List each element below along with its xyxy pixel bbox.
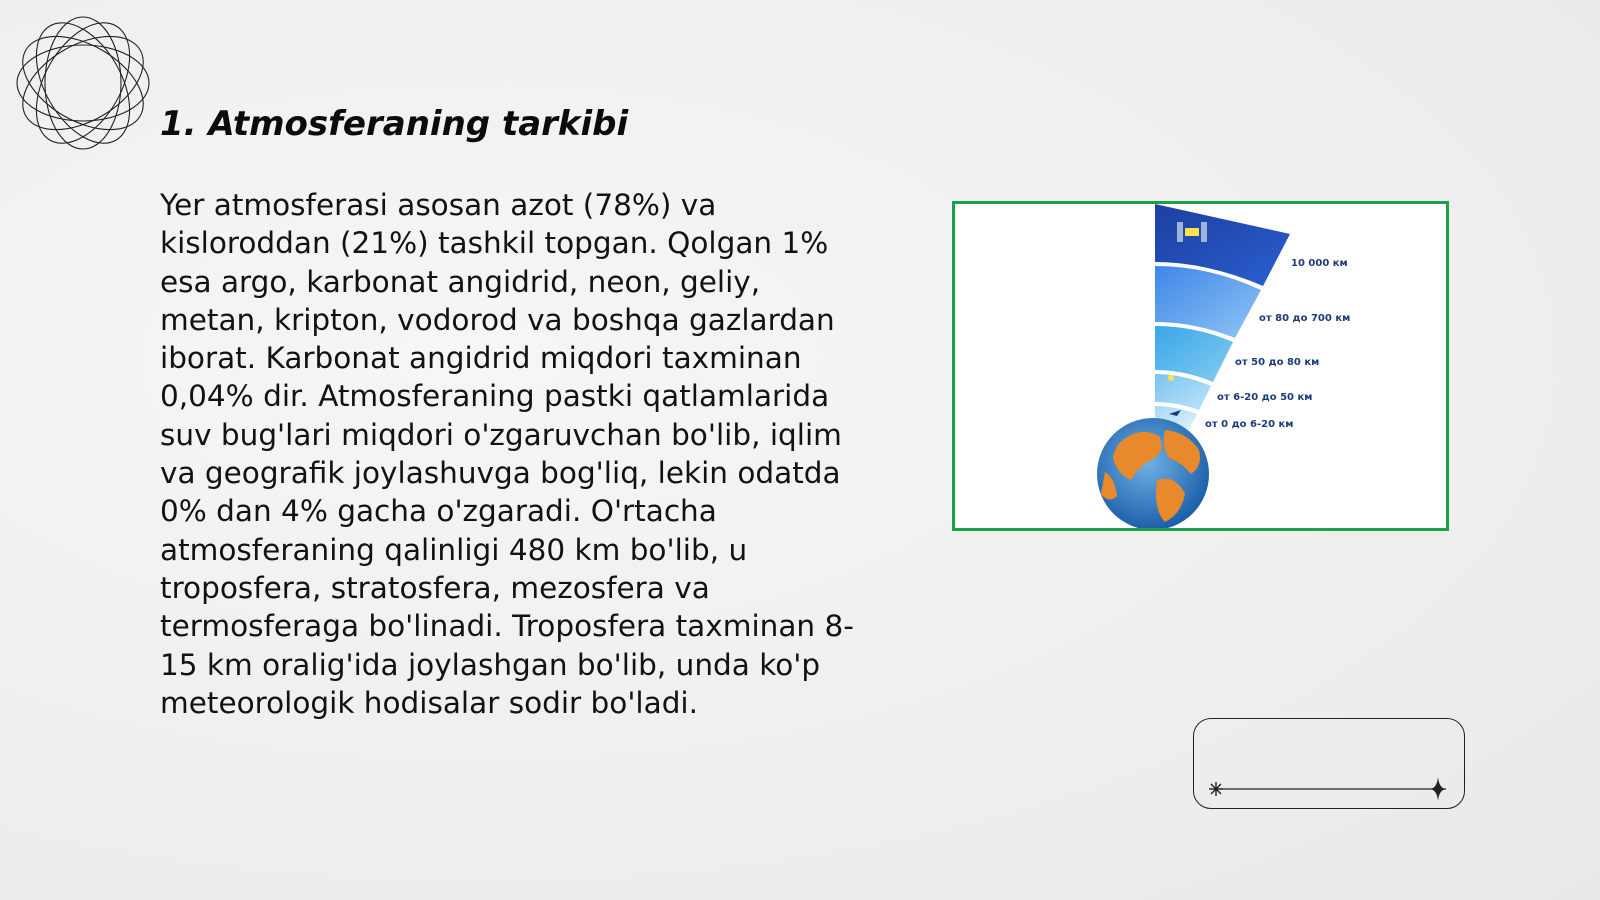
- slide-title: 1. Atmosferaning tarkibi: [160, 104, 629, 144]
- slide-body-text: Yer atmosferasi asosan azot (78%) va kisloroddan (21%) tashkil topgan. Qolgan 1% esa argo, karbonat angidrid, neon, geliy, metan, kripton, vodorod va boshqa gazlardan iborat. Karbonat angidrid miqdori taxminan 0,04% dir. Atmosferaning pastki qatlamlarida suv bug'lari miqdori o'zgaruvchan bo'lib, iqlim va geografik joylashuvga bog'liq, lekin odatda 0% dan 4% gacha o'zgaradi. O'rtacha atmosferaning qalinligi 480 km bo'lib, u troposfera, stratosfera, mezosfera va termosferaga bo'linadi. Troposfera taxminan 8-15 km oralig'ida joylashgan bo'lib, unda ko'p meteorologik hodisalar sodir bo'ladi.: [160, 188, 854, 720]
- star-icon: [1430, 777, 1446, 801]
- decorative-line-box: [1193, 718, 1465, 809]
- layer-label-5: от 0 до 6-20 км: [1205, 419, 1294, 430]
- layer-stratosphere: [1155, 374, 1211, 410]
- atmosphere-diagram: [955, 204, 1446, 528]
- earth-globe-icon: [1097, 418, 1209, 528]
- satellite-icon: [1185, 228, 1199, 236]
- sparkle-icon: [1209, 782, 1223, 796]
- layer-label-2: от 80 до 700 км: [1259, 313, 1351, 324]
- atmosphere-layers-figure: [952, 201, 1449, 531]
- layer-label-4: от 6-20 до 50 км: [1217, 392, 1313, 403]
- layer-mesosphere: [1155, 326, 1233, 382]
- balloon-icon: [1168, 375, 1174, 381]
- layer-label-1: 10 000 км: [1291, 258, 1348, 269]
- orbit-rings-icon: [8, 8, 158, 158]
- layer-label-3: от 50 до 80 км: [1235, 357, 1320, 368]
